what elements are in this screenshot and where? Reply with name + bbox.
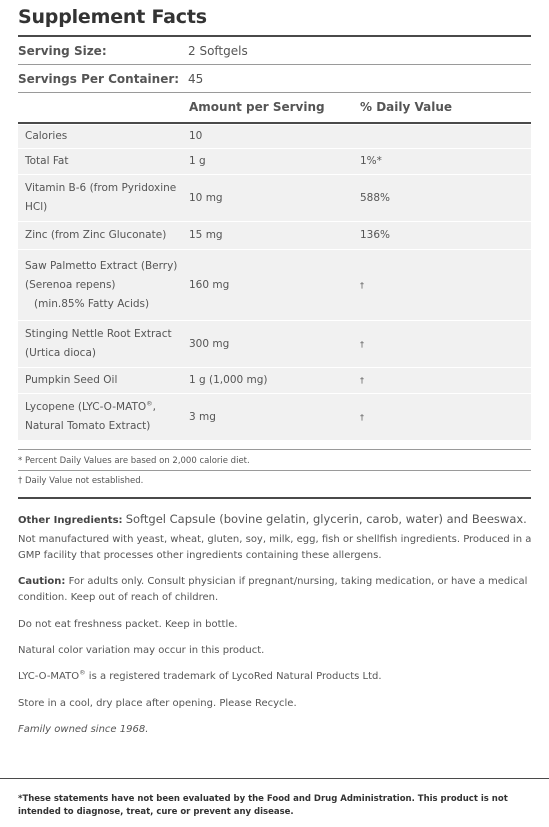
color-statement: Natural color variation may occur in this product. — [18, 645, 265, 656]
storage-statement: Store in a cool, dry place after opening. Please Recycle. — [18, 698, 297, 709]
nutrient-dv: † — [360, 280, 364, 290]
nutrient-name — [25, 394, 185, 440]
registered-mark: ® — [146, 399, 153, 408]
header-rule — [18, 122, 531, 124]
serving-rule — [18, 64, 531, 65]
servings-per-container-label: Servings Per Container: — [18, 72, 180, 86]
table-bottom-rule — [18, 449, 531, 450]
nutrient-name-part: Lycopene (LYC-O-MATO — [25, 401, 147, 413]
caution-text: For adults only. Consult physician if pregnant/nursing, taking medication, or have a medical condition. Keep out of reach of children. — [18, 576, 528, 603]
nutrient-name — [25, 250, 185, 320]
table-row — [18, 149, 531, 175]
serving-size-value: 2 Softgels — [188, 44, 248, 58]
nutrient-amount: 300 mg — [189, 337, 230, 350]
nutrient-amount: 160 mg — [189, 278, 230, 291]
nutrient-name-line: Saw Palmetto Extract (Berry) (Serenoa repens) — [25, 259, 178, 291]
dv-not-established-footnote: † Daily Value not established. — [18, 476, 144, 486]
nutrient-name-part: , Natural Tomato Extract) — [25, 401, 156, 432]
freshness-statement: Do not eat freshness packet. Keep in bottle. — [18, 619, 238, 630]
serving-size-label: Serving Size: — [18, 44, 107, 58]
caution-label: Caution: — [18, 576, 66, 587]
nutrient-dv: † — [360, 376, 364, 385]
nutrient-name: Zinc (from Zinc Gluconate) — [25, 229, 167, 241]
facts-bottom-rule — [18, 497, 531, 499]
daily-value-column-header: % Daily Value — [360, 100, 453, 114]
nutrient-dv: 1%* — [360, 155, 382, 167]
nutrient-name-subline: (min.85% Fatty Acids) — [34, 297, 150, 310]
nutrient-amount: 10 mg — [189, 191, 223, 204]
page-title: Supplement Facts — [18, 6, 207, 28]
title-rule — [18, 35, 531, 37]
nutrient-name: Stinging Nettle Root Extract (Urtica dioca) — [25, 328, 172, 359]
table-row — [18, 368, 531, 394]
allergen-statement: Not manufactured with yeast, wheat, gluten, soy, milk, egg, fish or shellfish ingredients. Produced in a GMP facility that processes other ingredients containing these allergens. — [18, 534, 532, 561]
nutrient-dv: 136% — [360, 229, 391, 241]
footnote-rule — [18, 470, 531, 471]
nutrient-name: Vitamin B-6 (from Pyridoxine HCl) — [25, 182, 177, 213]
nutrient-name: Total Fat — [25, 155, 69, 167]
registered-mark: ® — [79, 668, 86, 677]
trademark-name: LYC-O-MATO — [18, 671, 80, 682]
table-row — [18, 222, 531, 250]
amount-column-header: Amount per Serving — [189, 100, 325, 114]
table-row — [18, 321, 531, 368]
disclaimer-separator — [0, 778, 549, 779]
caution-statement — [18, 574, 533, 606]
nutrient-name: Pumpkin Seed Oil — [25, 374, 118, 386]
nutrient-name: Calories — [25, 130, 68, 142]
servings-rule — [18, 92, 531, 93]
nutrient-amount: 10 — [189, 130, 203, 142]
fda-disclaimer: *These statements have not been evaluated by the Food and Drug Administration. This product is not intended to diagnose, treat, cure or prevent any disease. — [18, 794, 508, 817]
nutrient-dv: 588% — [360, 191, 391, 204]
table-row — [18, 125, 531, 149]
nutrient-amount: 3 mg — [189, 410, 216, 423]
nutrient-amount: 1 g (1,000 mg) — [189, 374, 268, 386]
other-ingredients — [18, 511, 533, 529]
nutrient-amount: 15 mg — [189, 229, 223, 241]
trademark-text: is a registered trademark of LycoRed Natural Products Ltd. — [85, 671, 382, 682]
percent-dv-footnote: * Percent Daily Values are based on 2,000 calorie diet. — [18, 456, 250, 466]
servings-per-container-value: 45 — [188, 72, 204, 86]
table-row — [18, 250, 531, 321]
nutrient-table — [18, 125, 531, 441]
family-owned-statement: Family owned since 1968. — [18, 724, 149, 735]
nutrient-amount: 1 g — [189, 155, 206, 167]
nutrient-dv: † — [360, 339, 364, 349]
table-row — [18, 175, 531, 222]
other-ingredients-value: Softgel Capsule (bovine gelatin, glycerin, carob, water) and Beeswax. — [125, 512, 527, 526]
nutrient-dv: † — [360, 412, 364, 422]
table-row — [18, 394, 531, 441]
trademark-statement — [18, 669, 533, 685]
other-ingredients-label: Other Ingredients: — [18, 515, 123, 526]
